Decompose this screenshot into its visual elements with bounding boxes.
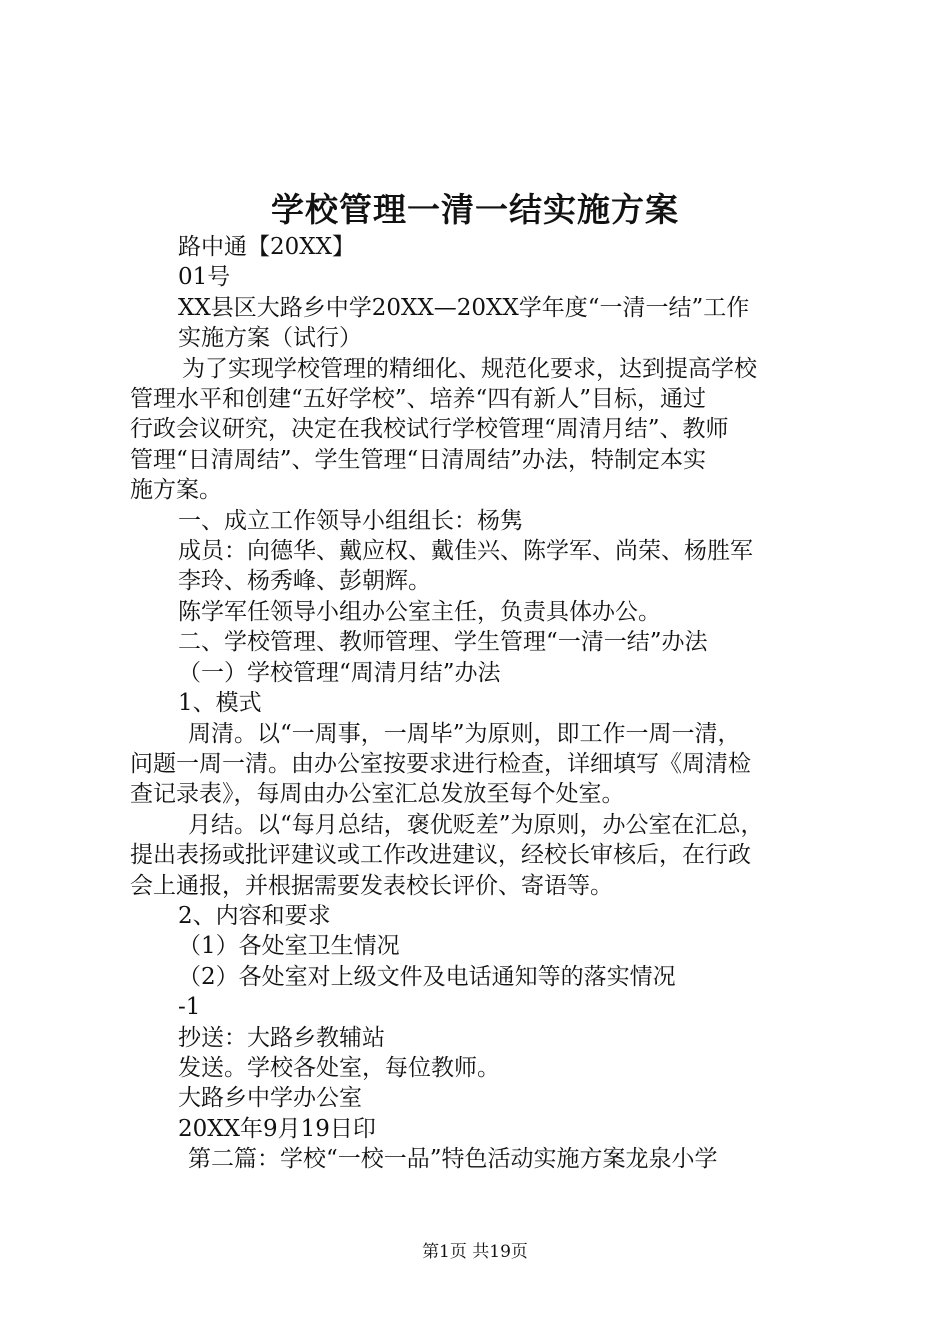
item-1-heading: 1、模式 bbox=[178, 690, 262, 717]
page-footer: 第1页 共19页 bbox=[422, 1242, 528, 1262]
heading-line-2: 实施方案（试行） bbox=[178, 325, 362, 352]
intro-paragraph-line: 管理水平和创建“五好学校”、培养“四有新人”目标，通过 bbox=[130, 386, 707, 413]
doc-number-line: 路中通【20XX】 bbox=[178, 234, 356, 260]
intro-paragraph-line: 管理“日清周结”、学生管理“日清周结”办法，特制定本实 bbox=[130, 446, 707, 473]
intro-paragraph-line: 行政会议研究，决定在我校试行学校管理“周清月结”、教师 bbox=[130, 416, 729, 443]
members-line: 李玲、杨秀峰、彭朝辉。 bbox=[178, 568, 431, 595]
week-paragraph-line: 查记录表》，每周由办公室汇总发放至每个处室。 bbox=[130, 781, 625, 808]
month-paragraph-line: 提出表扬或批评建议或工作改进建议，经校长审核后，在行政 bbox=[130, 842, 751, 869]
cc-line: 抄送：大路乡教辅站 bbox=[178, 1024, 385, 1051]
month-paragraph-line: 会上通报，并根据需要发表校长评价、寄语等。 bbox=[130, 872, 613, 899]
section-1-heading: 一、成立工作领导小组组长：杨隽 bbox=[178, 507, 523, 534]
tail-line: -1 bbox=[178, 994, 201, 1021]
issuer-line: 大路乡中学办公室 bbox=[178, 1085, 362, 1112]
section-2-heading: 二、学校管理、教师管理、学生管理“一清一结”办法 bbox=[178, 629, 708, 656]
week-paragraph-line: 周清。以“一周事，一周毕”为原则，即工作一周一清， bbox=[188, 720, 741, 747]
subsection-1-heading: （一）学校管理“周清月结”办法 bbox=[178, 659, 501, 686]
document-title: 学校管理一清一结实施方案 bbox=[271, 190, 679, 229]
doc-number-suffix: 01号 bbox=[178, 264, 231, 291]
requirement-2: （2）各处室对上级文件及电话通知等的落实情况 bbox=[178, 963, 676, 990]
intro-paragraph-line: 为了实现学校管理的精细化、规范化要求，达到提高学校 bbox=[182, 355, 757, 382]
week-paragraph-line: 问题一周一清。由办公室按要求进行检查，详细填写《周清检 bbox=[130, 750, 751, 777]
document-body bbox=[130, 232, 835, 1175]
item-2-heading: 2、内容和要求 bbox=[178, 902, 331, 929]
intro-paragraph-line: 施方案。 bbox=[130, 477, 222, 504]
month-paragraph-line: 月结。以“每月总结，褒优贬差”为原则，办公室在汇总， bbox=[188, 811, 764, 838]
distribution-line: 发送。学校各处室，每位教师。 bbox=[178, 1054, 500, 1081]
members-line: 成员：向德华、戴应权、戴佳兴、陈学军、尚荣、杨胜军 bbox=[178, 538, 753, 565]
office-line: 陈学军任领导小组办公室主任，负责具体办公。 bbox=[178, 598, 661, 625]
heading-line-1: XX县区大路乡中学20XX—20XX学年度“一清一结”工作 bbox=[178, 294, 750, 321]
second-article-heading: 第二篇：学校“一校一品”特色活动实施方案龙泉小学 bbox=[188, 1146, 718, 1173]
requirement-1: （1）各处室卫生情况 bbox=[178, 933, 400, 960]
date-line: 20XX年9月19日印 bbox=[178, 1115, 376, 1142]
